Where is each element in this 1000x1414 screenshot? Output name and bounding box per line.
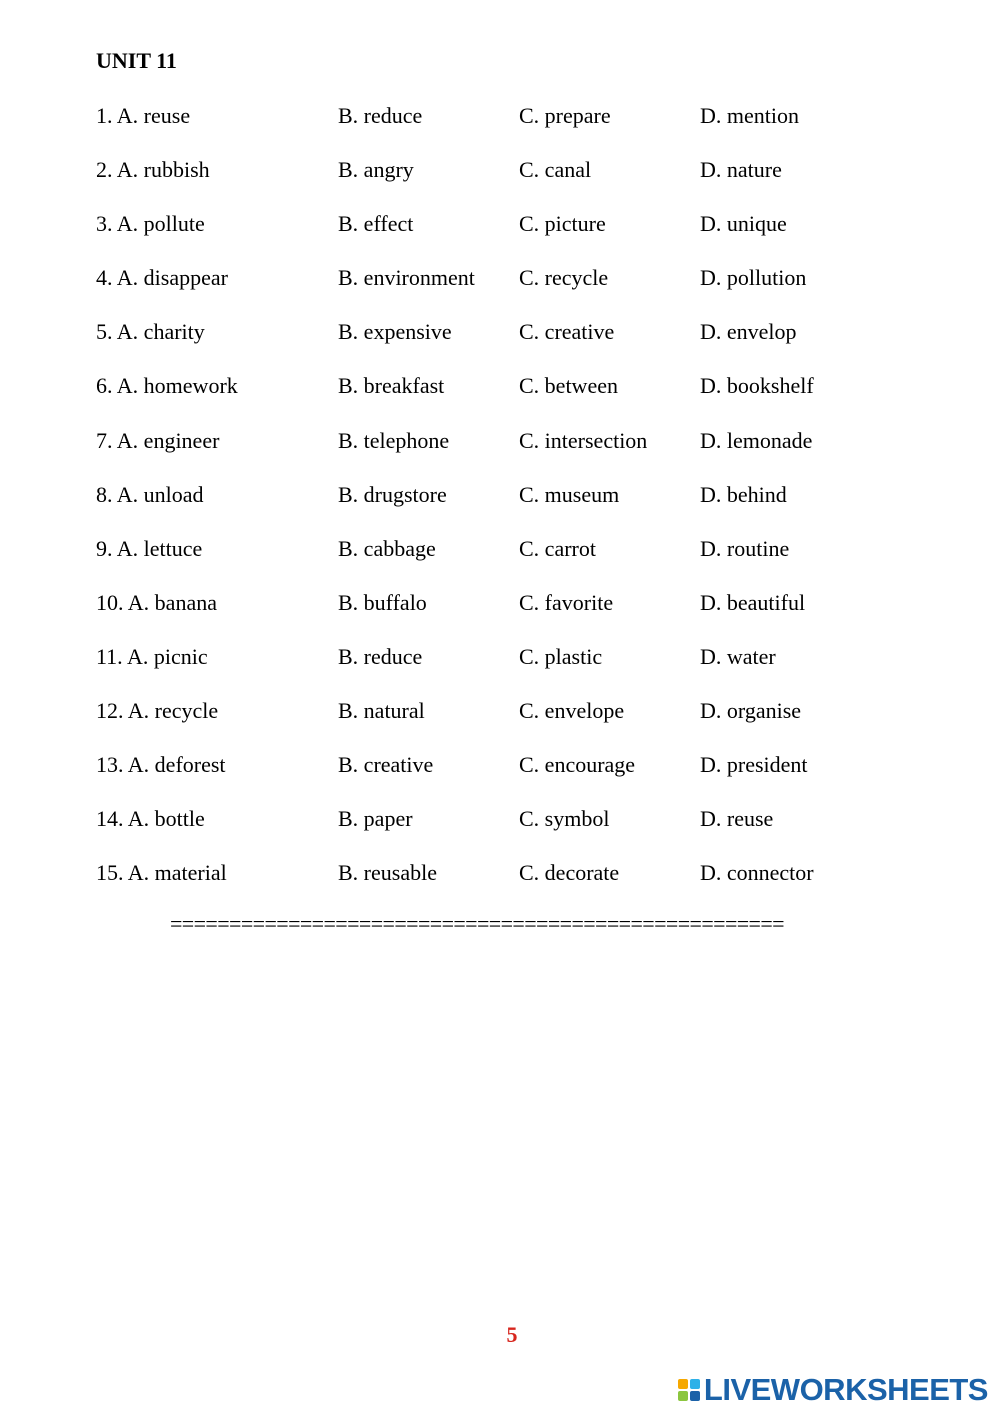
option-d: D. unique [700, 211, 787, 237]
question-row [96, 533, 956, 587]
option-a: 12. A. recycle [96, 698, 219, 724]
question-row [96, 857, 956, 911]
option-a: 5. A. charity [96, 319, 205, 345]
option-c: C. symbol [519, 806, 610, 832]
question-row [96, 154, 956, 208]
section-divider: ==================================================== [170, 911, 784, 936]
question-row [96, 262, 956, 316]
question-row [96, 370, 956, 424]
option-c: C. museum [519, 481, 620, 507]
option-b: B. breakfast [338, 373, 445, 399]
logo-square [678, 1391, 688, 1401]
logo-square [678, 1379, 688, 1389]
liveworksheets-logo-icon [678, 1379, 700, 1401]
option-c: C. carrot [519, 535, 596, 561]
option-c: C. plastic [519, 643, 603, 669]
option-d: D. lemonade [700, 427, 813, 453]
option-d: D. bookshelf [700, 373, 814, 399]
brand-name: LIVEWORKSHEETS [703, 1372, 988, 1407]
option-a: 8. A. unload [96, 481, 204, 507]
option-c: C. recycle [519, 265, 609, 291]
option-b: B. paper [338, 806, 413, 832]
option-a: 14. A. bottle [96, 806, 205, 832]
option-a: 1. A. reuse [96, 103, 191, 128]
option-d: D. nature [700, 157, 782, 183]
option-c: C. prepare [519, 103, 611, 128]
option-c: C. intersection [519, 427, 648, 453]
option-a: 6. A. homework [96, 373, 238, 399]
option-a: 7. A. engineer [96, 427, 220, 453]
option-b: B. creative [338, 752, 434, 778]
option-d: D. organise [700, 698, 802, 724]
option-a: 3. A. pollute [96, 211, 205, 237]
page-number: 5 [506, 1322, 518, 1347]
logo-square [690, 1391, 700, 1401]
question-row [96, 479, 956, 533]
option-c: C. envelope [519, 698, 625, 724]
option-b: B. drugstore [338, 481, 447, 507]
question-row [96, 100, 956, 154]
option-d: D. envelop [700, 319, 797, 345]
option-c: C. between [519, 373, 618, 399]
question-row [96, 641, 956, 695]
option-b: B. reduce [338, 643, 423, 669]
option-d: D. behind [700, 481, 787, 507]
option-b: B. environment [338, 265, 475, 291]
question-row [96, 587, 956, 641]
option-a: 9. A. lettuce [96, 535, 203, 561]
page-title: UNIT 11 [96, 48, 177, 73]
question-row [96, 749, 956, 803]
option-d: D. connector [700, 860, 814, 886]
option-a: 2. A. rubbish [96, 157, 210, 183]
question-row [96, 803, 956, 857]
option-b: B. cabbage [338, 535, 436, 561]
option-d: D. beautiful [700, 589, 806, 615]
option-a: 4. A. disappear [96, 265, 228, 291]
option-c: C. picture [519, 211, 606, 237]
option-c: C. favorite [519, 589, 614, 615]
option-d: D. mention [700, 103, 799, 128]
option-c: C. decorate [519, 860, 620, 886]
option-a: 13. A. deforest [96, 752, 226, 778]
option-b: B. reusable [338, 860, 437, 886]
logo-square [690, 1379, 700, 1389]
option-d: D. routine [700, 535, 790, 561]
option-b: B. telephone [338, 427, 450, 453]
option-d: D. pollution [700, 265, 807, 291]
brand-watermark [678, 1372, 988, 1408]
question-list [96, 100, 956, 911]
option-b: B. reduce [338, 103, 423, 128]
option-c: C. encourage [519, 752, 636, 778]
option-d: D. reuse [700, 806, 774, 832]
question-row [96, 425, 956, 479]
question-row [96, 316, 956, 370]
option-b: B. expensive [338, 319, 452, 345]
option-c: C. creative [519, 319, 615, 345]
option-a: 10. A. banana [96, 589, 217, 615]
option-d: D. water [700, 643, 776, 669]
question-row [96, 695, 956, 749]
option-b: B. natural [338, 698, 425, 724]
option-a: 11. A. picnic [96, 643, 208, 669]
option-b: B. buffalo [338, 589, 427, 615]
option-c: C. canal [519, 157, 592, 183]
option-a: 15. A. material [96, 860, 227, 886]
option-b: B. effect [338, 211, 414, 237]
option-b: B. angry [338, 157, 414, 183]
question-row [96, 208, 956, 262]
option-d: D. president [700, 752, 808, 778]
